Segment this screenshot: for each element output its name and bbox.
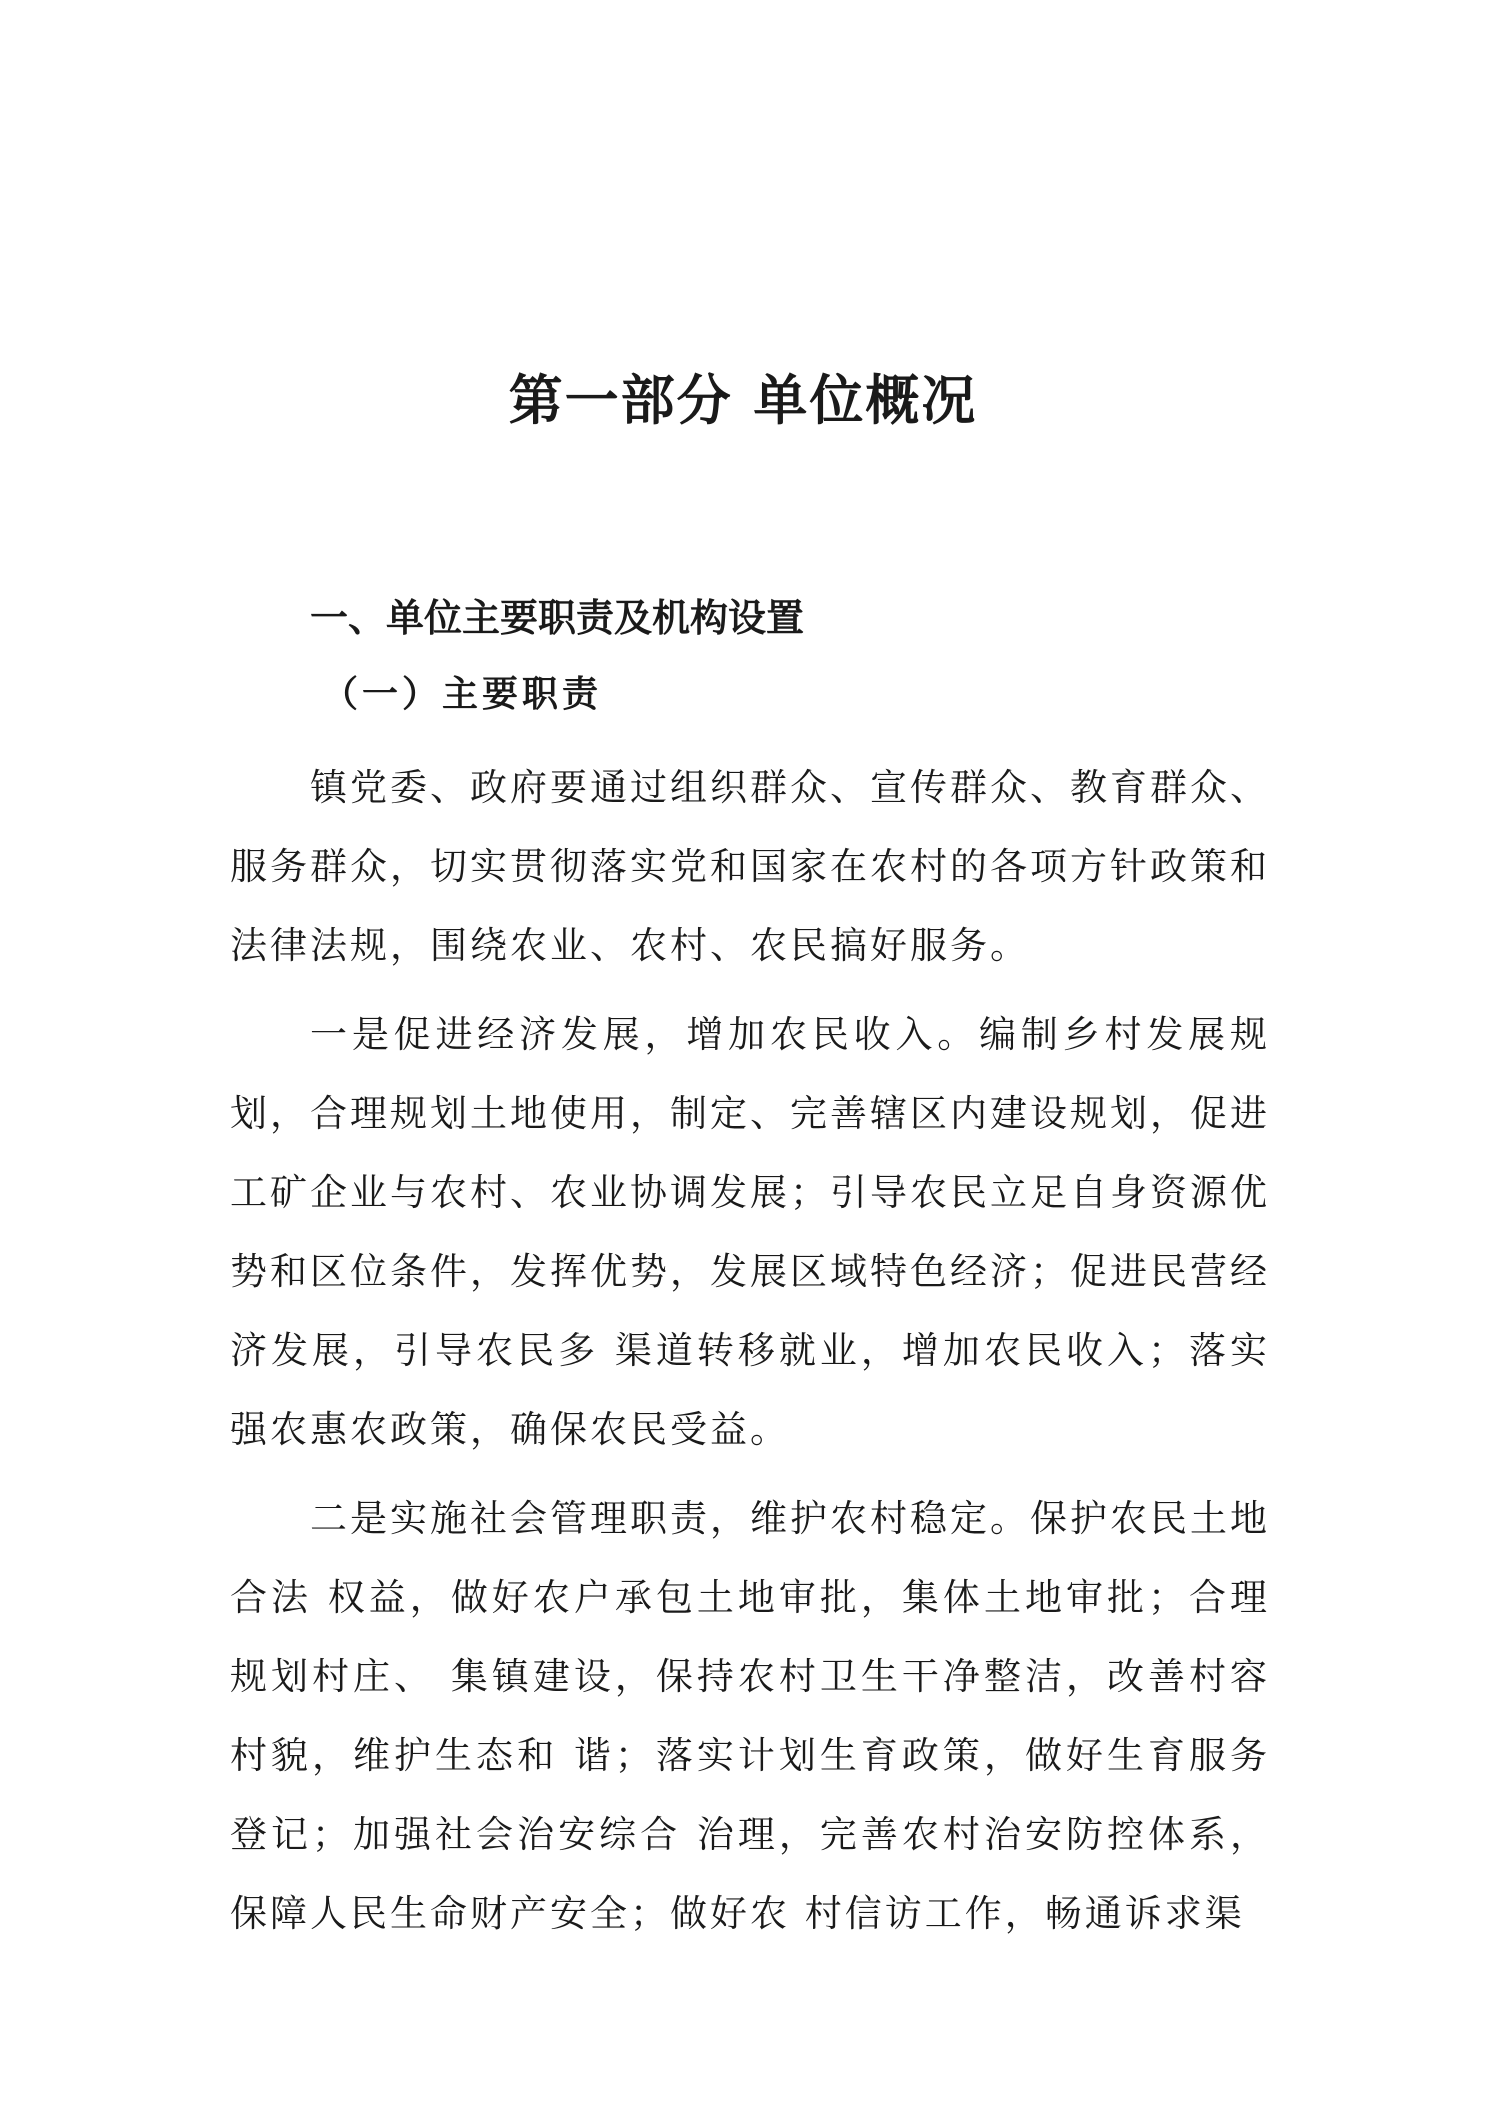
section-heading: 一、单位主要职责及机构设置	[310, 596, 805, 640]
document-body	[230, 588, 1270, 1953]
paragraph-2: 一是促进经济发展，增加农民收入。编制乡村发展规划，合理规划土地使用，制定、完善辖区内建设规划，促进工矿企业与农村、农业协调发展；引导农民立足自身资源优势和区位条件，发挥优势，发展区域特色经济；促进民营经济发展，引导农民多 渠道转移就业，增加农民收入；落实强农惠农政策，确保农民受益。	[230, 1013, 1270, 1451]
subsection-heading: （一）主要职责	[322, 673, 603, 715]
paragraph-1: 镇党委、政府要通过组织群众、宣传群众、教育群众、服务群众，切实贯彻落实党和国家在农村的各项方针政策和法律法规，围绕农业、农村、农民搞好服务。	[230, 766, 1270, 967]
paragraph-3: 二是实施社会管理职责，维护农村稳定。保护农民土地合法 权益，做好农户承包土地审批，集体土地审批；合理规划村庄、 集镇建设，保持农村卫生干净整洁，改善村容村貌，维护生态和 谐；落实计划生育政策，做好生育服务登记；加强社会治安综合 治理，完善农村治安防控体系，保障人民生命财产安全；做好农 村信访工作，畅通诉求渠	[230, 1497, 1270, 1935]
page-title: 第一部分 单位概况	[508, 368, 978, 432]
